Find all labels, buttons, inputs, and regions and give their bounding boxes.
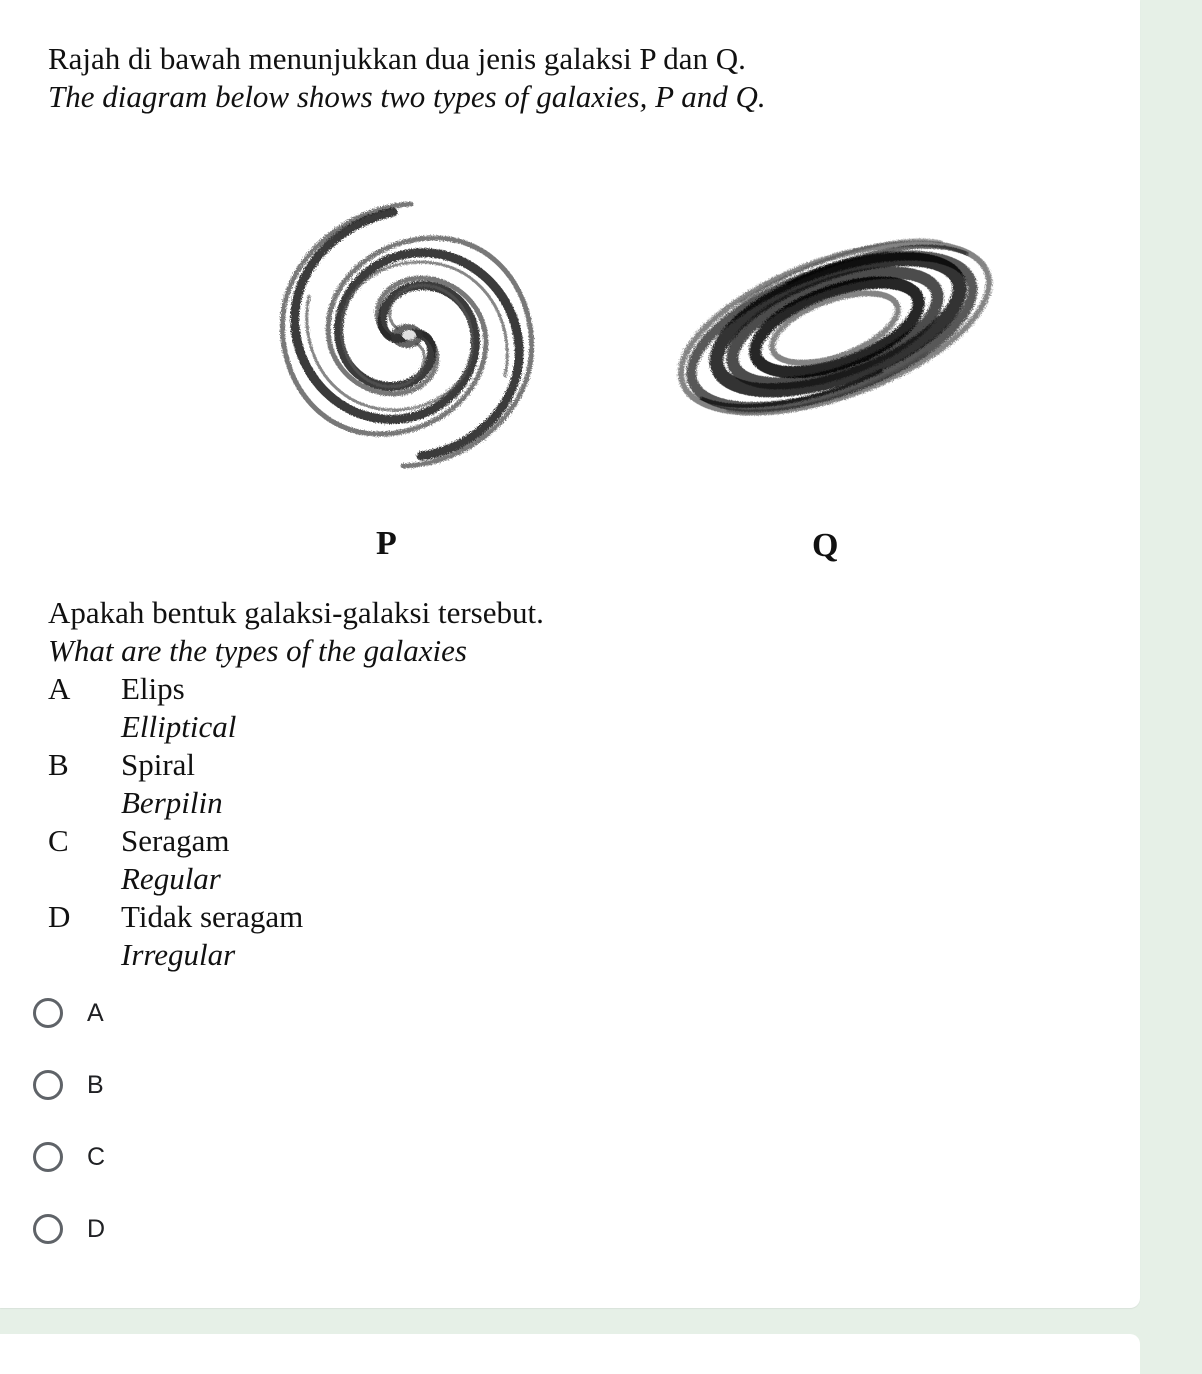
option-b-malay: Spiral <box>121 747 196 782</box>
radio-button-icon[interactable] <box>33 1070 63 1100</box>
option-a-malay: Elips <box>121 671 185 706</box>
answer-choice-label: A <box>87 998 104 1027</box>
option-c-english: Regular <box>121 861 221 896</box>
question-ask-malay: Apakah bentuk galaksi-galaksi tersebut. <box>48 595 544 630</box>
option-c-malay: Seragam <box>121 823 230 858</box>
option-d-malay: Tidak seragam <box>121 899 304 934</box>
option-b-letter: B <box>48 747 69 782</box>
radio-button-icon[interactable] <box>33 1214 63 1244</box>
answer-choice-label: D <box>87 1214 106 1243</box>
option-d-english: Irregular <box>121 937 236 972</box>
galaxy-q-label: Q <box>812 527 839 564</box>
question-intro-malay: Rajah di bawah menunjukkan dua jenis galaksi P dan Q. <box>48 41 746 76</box>
answer-choice-b[interactable] <box>33 1065 333 1105</box>
galaxy-q-image <box>660 210 1010 450</box>
answer-choice-a[interactable] <box>33 993 333 1033</box>
answer-choice-c[interactable] <box>33 1137 333 1177</box>
next-question-card <box>0 1334 1140 1374</box>
option-b-english: Berpilin <box>121 785 223 820</box>
option-a-english: Elliptical <box>121 709 237 744</box>
radio-button-icon[interactable] <box>33 1142 63 1172</box>
answer-choice-d[interactable] <box>33 1209 333 1249</box>
answer-choice-label: C <box>87 1142 106 1171</box>
galaxy-p-spiral-image <box>262 196 552 476</box>
option-d-letter: D <box>48 899 71 934</box>
option-a-letter: A <box>48 671 71 706</box>
radio-button-icon[interactable] <box>33 998 63 1028</box>
option-c-letter: C <box>48 823 69 858</box>
question-ask-english: What are the types of the galaxies <box>48 633 467 668</box>
galaxy-p-label: P <box>376 525 397 562</box>
answer-choice-label: B <box>87 1070 104 1099</box>
question-intro-english: The diagram below shows two types of galaxies, P and Q. <box>48 79 766 114</box>
